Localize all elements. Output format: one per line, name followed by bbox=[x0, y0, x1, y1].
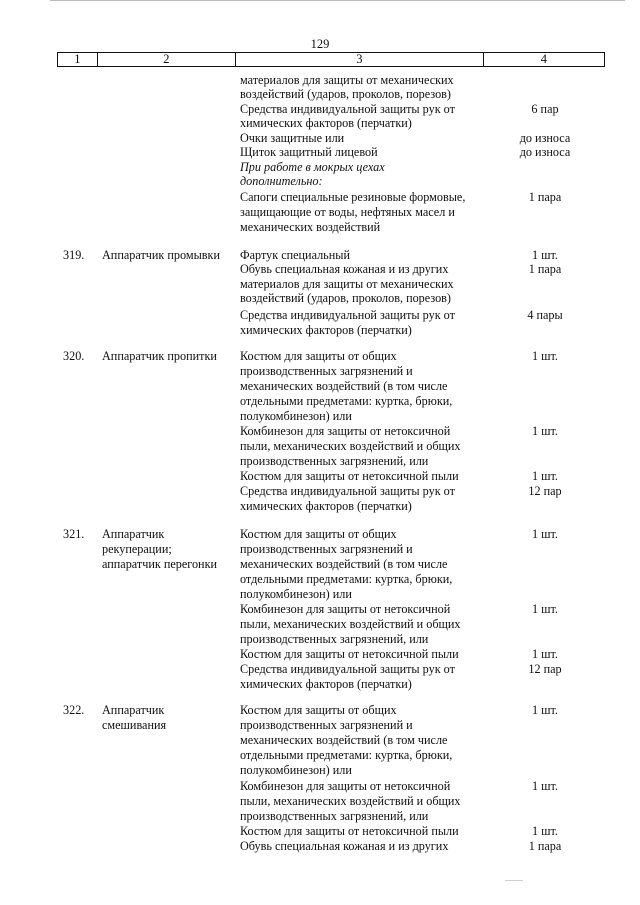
ppe-item: Костюм для защиты от общих bbox=[240, 527, 397, 541]
ppe-item: При работе в мокрых цехах bbox=[240, 160, 385, 174]
ppe-item: химических факторов (перчатки) bbox=[240, 323, 412, 337]
ppe-item: материалов для защиты от механических bbox=[240, 277, 454, 291]
norm-quantity: 6 пар bbox=[531, 102, 559, 116]
norm-quantity: 1 шт. bbox=[532, 602, 558, 616]
norm-quantity: 1 шт. bbox=[532, 469, 558, 483]
ppe-item: пыли, механических воздействий и общих bbox=[240, 794, 461, 808]
norm-quantity: 1 шт. bbox=[532, 824, 558, 838]
ppe-item: Обувь специальная кожаная и из других bbox=[240, 839, 449, 853]
norm-quantity: 1 шт. bbox=[532, 248, 558, 262]
profession-name: Аппаратчик bbox=[102, 703, 165, 717]
header-col-1: 1 bbox=[58, 53, 98, 66]
ppe-item: воздействий (ударов, проколов, порезов) bbox=[240, 291, 451, 305]
profession-name: рекуперации; bbox=[102, 542, 172, 556]
ppe-item: Фартук специальный bbox=[240, 248, 350, 262]
ppe-item: механических воздействий (в том числе bbox=[240, 557, 448, 571]
norm-quantity: 12 пар bbox=[528, 484, 562, 498]
ppe-item: производственных загрязнений и bbox=[240, 542, 413, 556]
norm-quantity: 1 шт. bbox=[532, 647, 558, 661]
ppe-item: Обувь специальная кожаная и из других bbox=[240, 262, 449, 276]
scan-mark bbox=[505, 880, 523, 881]
ppe-item: механических воздействий (в том числе bbox=[240, 379, 448, 393]
ppe-item: химических факторов (перчатки) bbox=[240, 116, 412, 130]
ppe-item: механических воздействий bbox=[240, 220, 381, 234]
ppe-item: Костюм для защиты от нетоксичной пыли bbox=[240, 647, 459, 661]
table-header bbox=[57, 52, 605, 67]
row-number: 322. bbox=[63, 703, 85, 717]
norm-quantity: 1 пара bbox=[528, 262, 562, 276]
row-number: 320. bbox=[63, 349, 85, 363]
ppe-item: отдельными предметами: куртка, брюки, bbox=[240, 748, 453, 762]
norm-quantity: 12 пар bbox=[528, 662, 562, 676]
ppe-item: отдельными предметами: куртка, брюки, bbox=[240, 394, 453, 408]
header-col-2: 2 bbox=[98, 53, 236, 66]
norm-quantity: до износа bbox=[519, 131, 571, 145]
ppe-item: Средства индивидуальной защиты рук от bbox=[240, 102, 455, 116]
ppe-item: Костюм для защиты от нетоксичной пыли bbox=[240, 469, 459, 483]
ppe-item: пыли, механических воздействий и общих bbox=[240, 439, 461, 453]
ppe-item: Щиток защитный лицевой bbox=[240, 145, 378, 159]
ppe-item: производственных загрязнений, или bbox=[240, 809, 429, 823]
ppe-item: Комбинезон для защиты от нетоксичной bbox=[240, 779, 451, 793]
norm-quantity: 1 шт. bbox=[532, 424, 558, 438]
ppe-item: Костюм для защиты от общих bbox=[240, 349, 397, 363]
ppe-item: материалов для защиты от механических bbox=[240, 73, 454, 87]
profession-name: Аппаратчик bbox=[102, 527, 165, 541]
ppe-item: пыли, механических воздействий и общих bbox=[240, 617, 461, 631]
ppe-item: дополнительно: bbox=[240, 174, 323, 188]
profession-name: Аппаратчик пропитки bbox=[102, 349, 217, 363]
ppe-item: Сапоги специальные резиновые формовые, bbox=[240, 190, 466, 204]
scan-edge-line bbox=[50, 0, 625, 1]
ppe-item: Очки защитные или bbox=[240, 131, 345, 145]
norm-quantity: 1 шт. bbox=[532, 779, 558, 793]
profession-name: Аппаратчик промывки bbox=[102, 248, 220, 262]
norm-quantity: 1 шт. bbox=[532, 527, 558, 541]
ppe-item: производственных загрязнений, или bbox=[240, 454, 429, 468]
norm-quantity: 4 пары bbox=[527, 308, 563, 322]
ppe-item: химических факторов (перчатки) bbox=[240, 677, 412, 691]
profession-name: аппаратчик перегонки bbox=[102, 557, 218, 571]
ppe-item: полукомбинезон) или bbox=[240, 409, 352, 423]
ppe-item: отдельными предметами: куртка, брюки, bbox=[240, 572, 453, 586]
header-col-4: 4 bbox=[540, 52, 547, 66]
norm-quantity: 1 пара bbox=[528, 839, 562, 853]
ppe-item: производственных загрязнений, или bbox=[240, 632, 429, 646]
ppe-item: Средства индивидуальной защиты рук от bbox=[240, 662, 455, 676]
ppe-item: Костюм для защиты от общих bbox=[240, 703, 397, 717]
row-number: 321. bbox=[63, 527, 85, 541]
norm-quantity: 1 пара bbox=[528, 190, 562, 204]
ppe-item: производственных загрязнений и bbox=[240, 718, 413, 732]
ppe-item: защищающие от воды, нефтяных масел и bbox=[240, 205, 455, 219]
ppe-item: механических воздействий (в том числе bbox=[240, 733, 448, 747]
norm-quantity: 1 шт. bbox=[532, 349, 558, 363]
ppe-item: Костюм для защиты от нетоксичной пыли bbox=[240, 824, 459, 838]
ppe-item: Средства индивидуальной защиты рук от bbox=[240, 484, 455, 498]
ppe-item: Комбинезон для защиты от нетоксичной bbox=[240, 602, 451, 616]
ppe-item: производственных загрязнений и bbox=[240, 364, 413, 378]
header-col-3: 3 bbox=[236, 53, 484, 66]
page-number: 129 bbox=[310, 37, 330, 51]
norm-quantity: до износа bbox=[519, 145, 571, 159]
ppe-item: воздействий (ударов, проколов, порезов) bbox=[240, 87, 451, 101]
ppe-item: химических факторов (перчатки) bbox=[240, 499, 412, 513]
ppe-item: Комбинезон для защиты от нетоксичной bbox=[240, 424, 451, 438]
norm-quantity: 1 шт. bbox=[532, 703, 558, 717]
ppe-item: полукомбинезон) или bbox=[240, 587, 352, 601]
row-number: 319. bbox=[63, 248, 85, 262]
ppe-item: Средства индивидуальной защиты рук от bbox=[240, 308, 455, 322]
ppe-item: полукомбинезон) или bbox=[240, 763, 352, 777]
profession-name: смешивания bbox=[102, 718, 167, 732]
